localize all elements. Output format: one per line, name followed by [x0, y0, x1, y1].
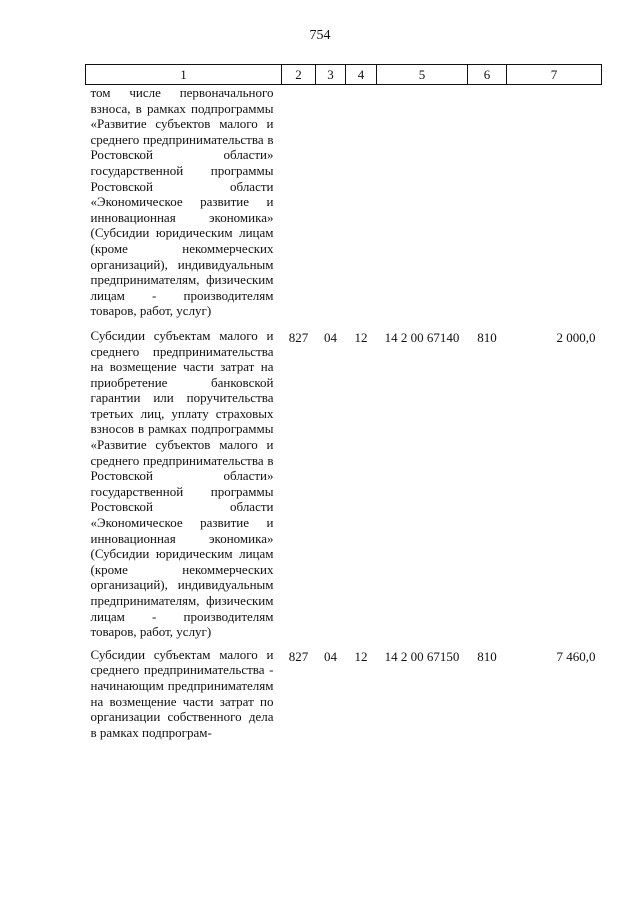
row-target-code: 14 2 00 67150 [384, 648, 460, 664]
row-subsection-code: 12 [354, 648, 368, 664]
table-row [86, 646, 602, 742]
row-target-code [377, 85, 468, 327]
row-amount: 2 000,0 [556, 329, 596, 345]
header-col-2: 2 [282, 65, 316, 85]
row-expense-type-code: 810 [477, 648, 497, 664]
row-subsection-code [346, 85, 377, 327]
row-amount [507, 85, 602, 327]
header-col-6: 6 [468, 65, 507, 85]
page-number: 754 [309, 28, 331, 43]
header-row [86, 65, 602, 85]
table-row [86, 327, 602, 646]
row-ministry-code [282, 85, 316, 327]
header-col-1: 1 [86, 65, 282, 85]
table-body [86, 85, 602, 742]
row-description: Субсидии субъектам малого и среднего предпринимательства - начинающим предпринимателям на возмещение части затрат по организации собственного дела в рамках подпрограм- [90, 646, 274, 740]
table-header [86, 65, 602, 85]
row-target-code: 14 2 00 67140 [384, 329, 460, 345]
table-row [86, 85, 602, 327]
row-description: Субсидии субъектам малого и среднего предпринимательства на возмещение части затрат на приобретение банковской гарантии или поручительства третьих лиц, уплату страховых взносов в рамках подпрограммы «Развитие субъектов малого и среднего предпринимательства в Ростовской области» государственной программы Ростовской области «Экономическое развитие и инновационная экономика» (Субсидии юридическим лицам (кроме некоммерческих организаций), индивидуальным предпринимателям, физическим лицам - производителям товаров, работ, услуг) [90, 327, 274, 640]
row-description: том числе первоначального взноса, в рамках подпрограммы «Развитие субъектов малого и среднего предпринимательства в Ростовской области» государственной программы Ростовской области «Экономическое развитие и инновационная экономика» (Субсидии юридическим лицам (кроме некоммерческих организаций), индивидуальным предпринимателям, физическим лицам - производителям товаров, работ, услуг) [90, 85, 274, 319]
row-ministry-code: 827 [288, 648, 309, 664]
row-subsection-code: 12 [354, 329, 368, 345]
row-section-code: 04 [324, 648, 337, 664]
row-expense-type-code: 810 [477, 329, 497, 345]
row-section-code [316, 85, 346, 327]
header-col-4: 4 [346, 65, 377, 85]
header-col-5: 5 [377, 65, 468, 85]
row-expense-type-code [468, 85, 507, 327]
row-ministry-code: 827 [288, 329, 309, 345]
header-col-7: 7 [507, 65, 602, 85]
row-section-code: 04 [324, 329, 337, 345]
header-col-3: 3 [316, 65, 346, 85]
row-amount: 7 460,0 [556, 648, 596, 664]
budget-table [85, 64, 602, 741]
